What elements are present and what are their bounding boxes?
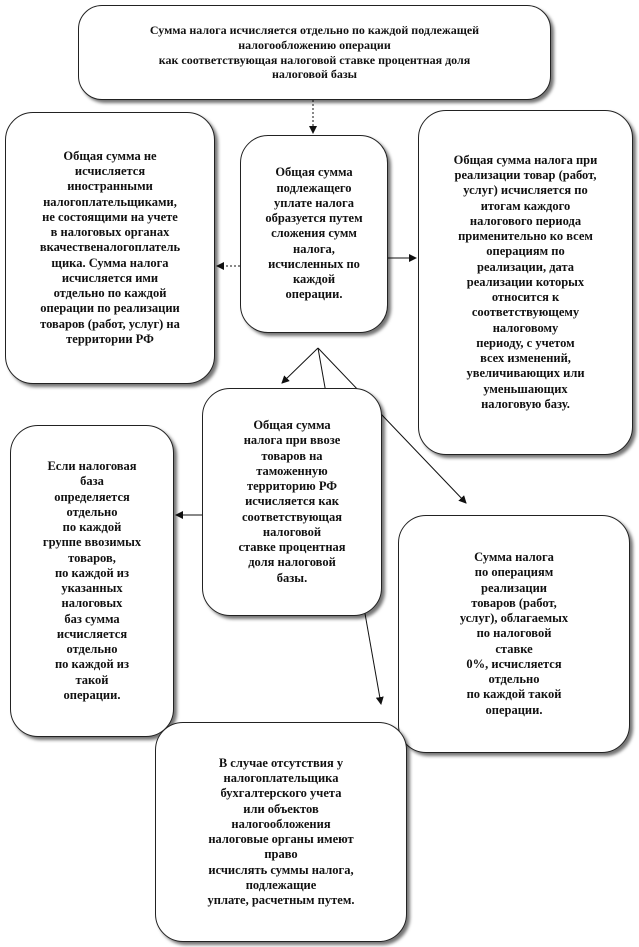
box-total-sum (240, 135, 388, 333)
box-top-text: Сумма налога исчисляется отдельно по каждой подлежащей налогообложению операции как соответствующая налоговой ставке процентная доля налоговой базы (149, 23, 480, 82)
box-import-text: Общая сумма налога при ввозе товаров на таможенную территорию РФ исчисляется как соответствующая налоговой ставке процентная доля налоговой базы. (238, 418, 346, 585)
box-import-groups-text: Если налоговая база определяется отдельно по каждой группе ввозимых товаров, по каждой из указанных налоговых баз сумма исчисляется отдельно по каждой из такой операции. (42, 459, 142, 702)
box-total-sum-text: Общая сумма подлежащего уплате налога образуется путем сложения сумм налога, исчисленных по каждой операции. (265, 165, 363, 302)
box-foreign-taxpayers (5, 112, 215, 384)
box-zero-rate (398, 515, 630, 753)
box-no-accounting (155, 722, 407, 942)
arrow-to-center (282, 348, 318, 383)
box-zero-rate-text: Сумма налога по операциям реализации товаров (работ, услуг), облагаемых по налоговой ставке 0%, исчисляется отдельно по каждой такой операции. (459, 550, 569, 717)
box-no-accounting-text: В случае отсутствия у налогоплательщика бухгалтерского учета или объектов налогообложения налоговые органы имеют право исчислять суммы налога, подлежащие уплате, расчетным путем. (207, 755, 355, 907)
box-import-groups (10, 425, 174, 737)
box-sales-total (418, 110, 633, 455)
box-import (202, 388, 382, 616)
box-sales-total-text: Общая сумма налога при реализации товар (работ, услуг) исчисляется по итогам каждого налогового периода применительно ко всем операциям по реализации, дата реализации которых относится к соответствующему налоговому периоду, с учетом всех изменений, увеличивающих или уменьшающих налоговую базу. (453, 152, 598, 411)
box-foreign-taxpayers-text: Общая сумма не исчисляется иностранными налогоплательщиками, не состоящими на учете в налоговых органах вкачественалогоплатель щика. Сумма налога исчисляется ими отдельно по каждой операции по реализации товаров (работ, услуг) на территории РФ (39, 148, 181, 346)
box-top-rule (78, 5, 551, 100)
